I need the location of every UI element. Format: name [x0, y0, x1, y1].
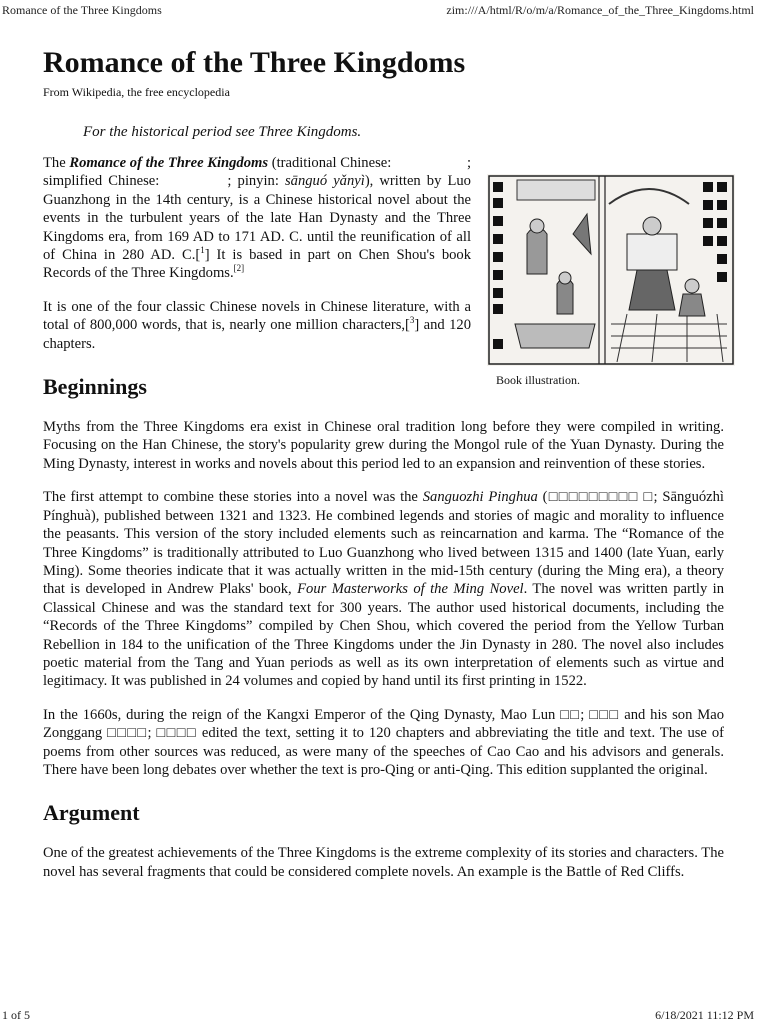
beginnings-paragraph-1: Myths from the Three Kingdoms era exist in Chinese oral tradition long before they were compiled in writing. Focusing on the Han Chinese, the story's popularity grew during the Mongol rule of the Yuan Dynasty. During the Ming Dynasty, interest in works and novels about this period led to an expansion and reinvention of these stories.: [43, 419, 724, 472]
beginnings-paragraph-3: In the 1660s, during the reign of the Kangxi Emperor of the Qing Dynasty, Mao Lun □□; □□□ and his son Mao Zonggang □□□□; □□□□ edited the text, setting it to 120 chapters and abbreviating the title and text. The use of poems from other sources was reduced, as were many of the speeches of Cao Cao and his advisors and generals. There have been long debates over whether the text is pro-Qing or anti-Qing. This edition supplanted the original.: [43, 706, 724, 778]
section-heading-beginnings: Beginnings: [43, 374, 147, 400]
print-footer: [2, 1008, 754, 1024]
pinyin-text: sānguó yǎnyì: [284, 173, 365, 190]
page-number: 1 of 5: [2, 1008, 30, 1022]
title-bold: Romance of the Three Kingdoms: [69, 155, 269, 171]
page-title: Romance of the Three Kingdoms: [43, 46, 466, 79]
section-heading-argument: Argument: [43, 800, 140, 826]
intro-paragraph: The Romance of the Three Kingdoms (traditional Chinese: ; simplified Chinese: ; pinyin: sānguó yǎnyì), written by Luo Guanzhong in the 14th century, is a Chinese historical novel about the events in the turbulent years of the late Han Dynasty and the Three Kingdoms era, from 169 AD to 171 AD. C. until the reunification of all of China in 280 AD. C.[$^1$] It is based in part on Chen Shou's book Records of the Three Kingdoms.[2]: [43, 155, 472, 282]
lead-column: [43, 154, 471, 353]
figure-caption: Book illustration.: [496, 373, 580, 387]
beginnings-paragraph-2: The first attempt to combine these stories into a novel was the Sanguozhi Pinghua (□□□□□□□□□ □; Sānguózhì Pínghuà), published between 1321 and 1323. He combined legends and stories of magic and morality to influence the peasants. This version of the story included elements such as reincarnation and karma. The “Romance of the Three Kingdoms” is traditionally attributed to Luo Guanzhong who lived between 1315 and 1400 (late Yuan, early Ming). Some theories indicate that it was actually written in the mid-15th century (during the Ming era), a theory that is developed in Andrew Plaks' book, Four Masterworks of the Ming Novel. The novel was written partly in Classical Chinese and was the standard text for 300 years. The author used historical documents, including the “Records of the Three Kingdoms” compiled by Chen Shou, which covered the period from the Yellow Turban Rebellion in 184 to the unification of the Three Kingdoms under the Jin Dynasty in 280. The novel also includes poetic material from the Tang and Yuan periods as well as its own interpretation of elements such as virtue and legitimacy. It was published in 24 volumes and copied by hand until its first printing in 1522.: [43, 489, 724, 690]
article-content: [43, 44, 724, 881]
book-illustration-image[interactable]: [487, 174, 735, 366]
print-header-url: zim:///A/html/R/o/m/a/Romance_of_the_Three_Kingdoms.html: [446, 3, 754, 17]
hatnote: For the historical period see Three Kingdoms.: [83, 124, 362, 140]
argument-paragraph-1: One of the greatest achievements of the Three Kingdoms is the extreme complexity of its stories and characters. The novel has several fragments that could be considered complete novels. An example is the Battle of Red Cliffs.: [43, 845, 724, 880]
lead-paragraph-2: It is one of the four classic Chinese novels in Chinese literature, with a total of 800,000 words, that is, nearly one million characters,[$^3$] and 120 chapters.: [43, 298, 471, 352]
print-header-title: Romance of the Three Kingdoms: [2, 3, 162, 17]
ref-2[interactable]: [2]: [233, 263, 245, 274]
ref-3[interactable]: 3: [409, 315, 415, 326]
tagline: From Wikipedia, the free encyclopedia: [43, 85, 230, 99]
ref-1[interactable]: 1: [200, 245, 205, 256]
book-illustration-figure: [487, 174, 735, 387]
print-datetime: 6/18/2021 11:12 PM: [655, 1008, 754, 1022]
